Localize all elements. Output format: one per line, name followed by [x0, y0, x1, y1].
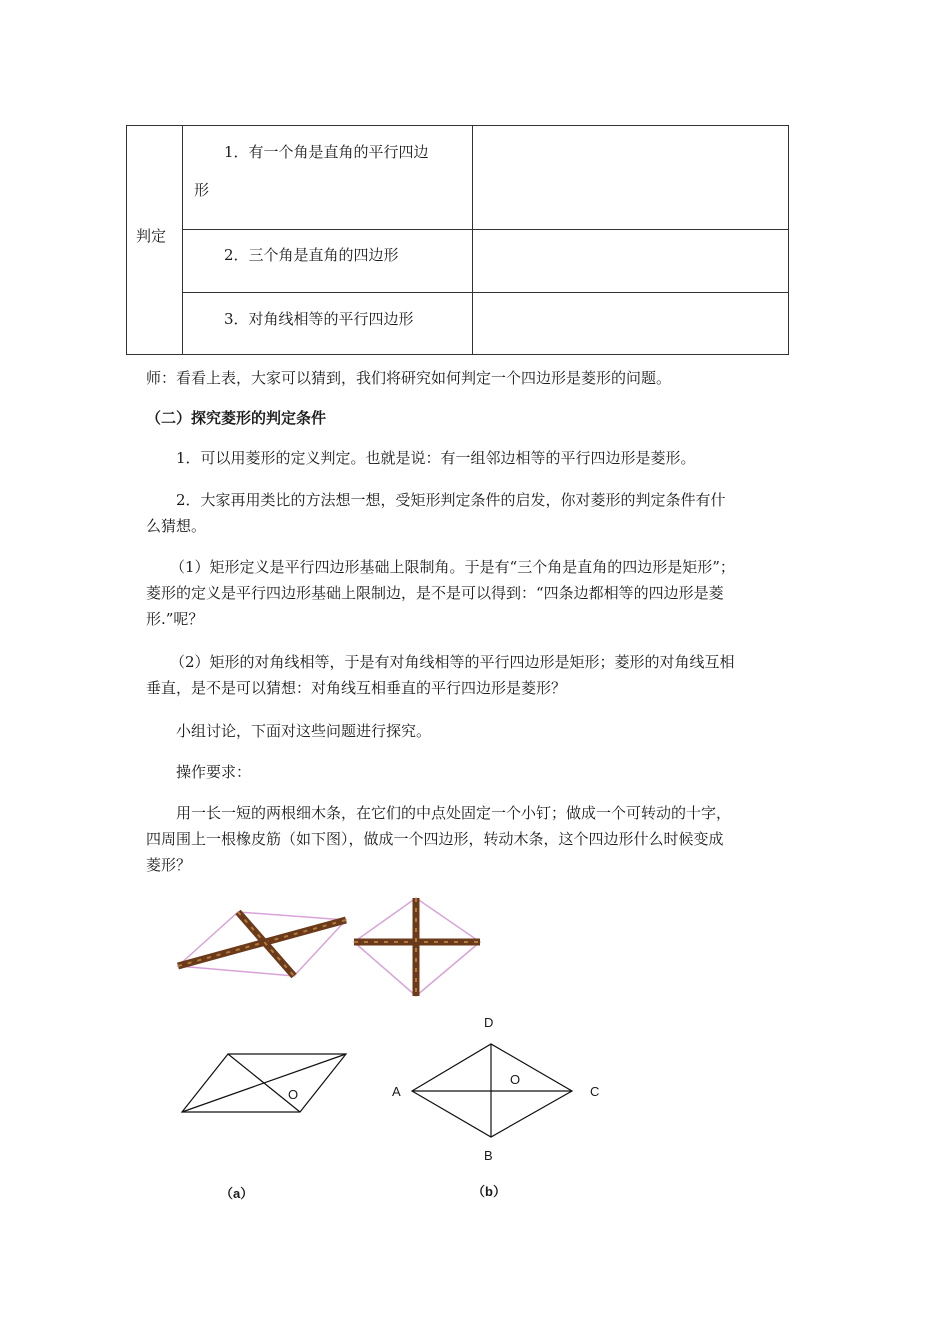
paragraph: 1．可以用菱形的定义判定。也就是说：有一组邻边相等的平行四边形是菱形。	[176, 449, 696, 467]
point-label-b: B	[484, 1148, 493, 1163]
paragraph: 2．大家再用类比的方法想一想，受矩形判定条件的启发，你对菱形的判定条件有什	[176, 491, 726, 509]
paragraph: 么猜想。	[146, 517, 207, 535]
rotated-cross-figure	[178, 912, 346, 976]
table-divider	[182, 229, 789, 230]
wooden-cross-photos	[176, 896, 486, 1000]
paragraph: （1）矩形定义是平行四边形基础上限制角。于是有“三个角是直角的四边形是矩形”；	[170, 558, 735, 576]
figure-caption-a: （a）	[220, 1186, 254, 1201]
table-row-header: 判定	[136, 227, 167, 245]
diagonal-line	[228, 1054, 300, 1112]
rhombus-figure-b	[410, 1040, 580, 1140]
table-divider	[182, 292, 789, 293]
paragraph: 垂直，是不是可以猜想：对角线互相垂直的平行四边形是菱形？	[146, 679, 567, 697]
table-cell: 形	[194, 181, 210, 199]
paragraph: 小组讨论，下面对这些问题进行探究。	[176, 722, 432, 740]
paragraph: 操作要求：	[176, 763, 252, 781]
paragraph: 形.”呢？	[146, 610, 204, 628]
paragraph: 四周围上一根橡皮筋（如下图），做成一个四边形，转动木条，这个四边形什么时候变成	[146, 830, 724, 848]
point-label-c: C	[590, 1084, 600, 1099]
parallelogram-figure-a	[176, 1046, 356, 1118]
table-divider	[472, 125, 473, 355]
point-label-a: A	[392, 1084, 401, 1099]
table-cell: 3．对角线相等的平行四边形	[224, 310, 414, 328]
point-label-o: O	[288, 1087, 299, 1102]
table-cell: 2．三个角是直角的四边形	[224, 246, 399, 264]
figure-caption-b: （b）	[472, 1184, 506, 1199]
paragraph: （2）矩形的对角线相等，于是有对角线相等的平行四边形是矩形；菱形的对角线互相	[170, 653, 735, 671]
point-label-o: O	[510, 1072, 521, 1087]
paragraph: 菱形的定义是平行四边形基础上限制边，是不是可以得到：“四条边都相等的四边形是菱	[146, 584, 724, 602]
table-cell: 1．有一个角是直角的平行四边	[224, 143, 429, 161]
table-divider	[182, 125, 183, 355]
paragraph: 菱形？	[146, 856, 192, 874]
section-heading: （二）探究菱形的判定条件	[146, 409, 327, 427]
paragraph: 用一长一短的两根细木条，在它们的中点处固定一个小钉；做成一个可转动的十字，	[176, 804, 732, 822]
point-label-d: D	[484, 1015, 494, 1030]
square-cross-figure	[354, 898, 480, 996]
paragraph: 师：看看上表，大家可以猜到，我们将研究如何判定一个四边形是菱形的问题。	[146, 369, 672, 387]
